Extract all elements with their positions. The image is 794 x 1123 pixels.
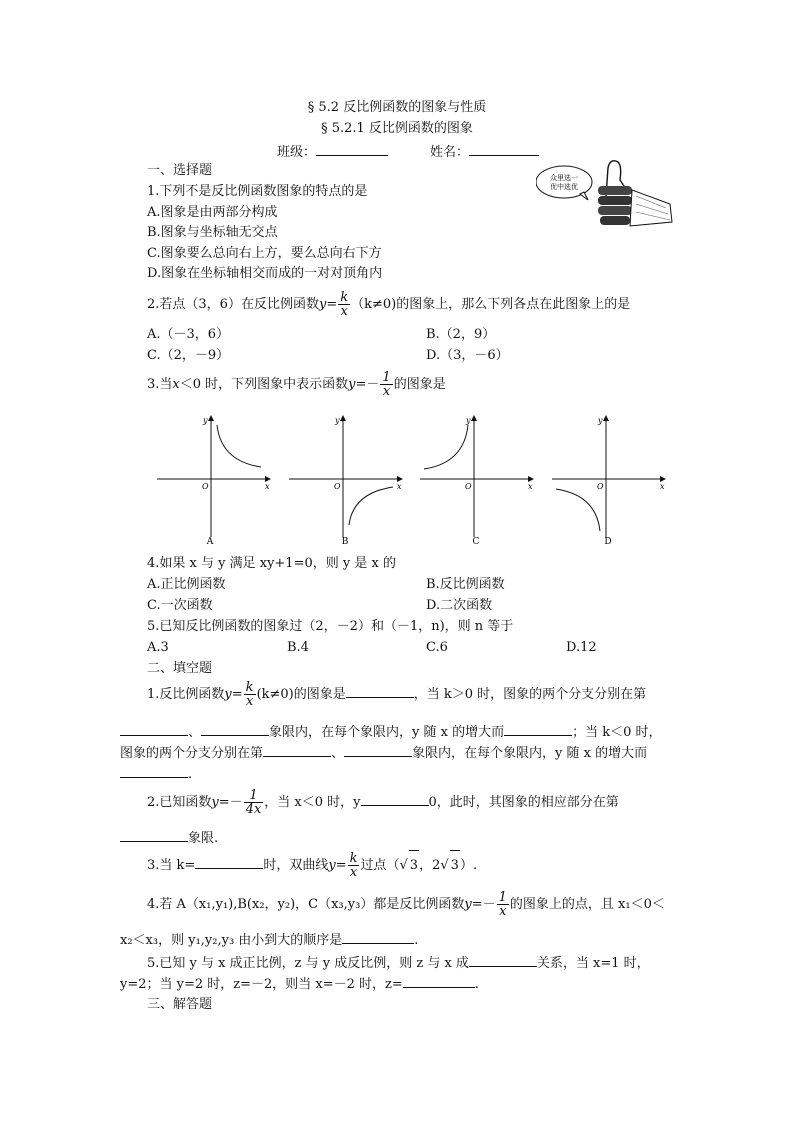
f1-c: 象限内，在每个象限内，y 随 x 的增大而	[269, 725, 505, 740]
f5-a: 5.已知 y 与 x 成正比例，z 与 y 成反比例，则 z 与 x 成	[147, 956, 469, 971]
name-field	[430, 142, 539, 161]
q2-cond: （k≠0)的图象上，那么下列各点在此图象上的是	[351, 297, 631, 312]
class-blank[interactable]	[316, 142, 388, 156]
q2-option-d[interactable]: D.（3，－6）	[426, 348, 509, 363]
f1-blank-6[interactable]	[344, 743, 412, 757]
f3-eq: =	[335, 858, 347, 873]
q5-option-c[interactable]: C.6	[426, 640, 448, 655]
f2-c: 象限.	[188, 831, 219, 846]
graph-d-y-label: y	[598, 416, 603, 425]
q4-stem: 4.如果 x 与 y 满足 xy+1=0，则 y 是 x 的	[147, 556, 396, 571]
f1-blank-7[interactable]	[120, 764, 188, 778]
f4-num: 1	[498, 890, 507, 905]
q1-option-d[interactable]: D.图象在坐标轴相交而成的一对对顶角内	[147, 266, 383, 281]
name-blank[interactable]	[469, 142, 539, 156]
f1-line3	[120, 743, 647, 762]
f3-sqrt-1: 3	[409, 850, 419, 881]
f4-blank[interactable]	[342, 930, 414, 944]
q5-option-a[interactable]: A.3	[147, 640, 169, 655]
f1-num: k	[245, 680, 254, 695]
f1-a: ，当 k＞0 时，图象的两个分支分别在第	[413, 687, 647, 702]
graph-c-y-label: y	[466, 416, 471, 425]
f1-pre: 1.反比例函数	[147, 687, 225, 702]
f2-eq: =－	[218, 795, 243, 810]
q4-option-a[interactable]: A.正比例函数	[147, 577, 226, 592]
q2-option-b[interactable]: B.（2，9）	[426, 327, 496, 342]
f1-y: y	[224, 687, 232, 702]
f3-num: k	[349, 851, 358, 866]
graph-b-x-label: x	[397, 482, 402, 491]
f3-blank[interactable]	[195, 855, 263, 869]
f1-blank-3[interactable]	[201, 722, 269, 736]
f5-blank-1[interactable]	[469, 953, 537, 967]
f2-a: ，当 x＜0 时，y	[264, 795, 361, 810]
q2-y: y	[318, 297, 327, 312]
graph-c-origin: O	[465, 482, 472, 491]
q3-eq: =－	[355, 377, 380, 392]
f4-eq: =－	[471, 897, 496, 912]
cartoon-text-2: 优中选优	[550, 183, 578, 191]
q2-option-a[interactable]: A.（－3，6）	[147, 327, 230, 342]
f1-blank-1[interactable]	[346, 684, 414, 698]
f5-b: 关系，当 x=1 时，	[536, 956, 650, 971]
f3-c: ）.	[459, 858, 478, 873]
q3-num: 1	[382, 370, 391, 385]
f3-y: y	[328, 858, 336, 873]
q3-mid: ＜0 时，下列图象中表示函数	[179, 377, 349, 392]
f1-e: 图象的两个分支分别在第	[120, 746, 264, 761]
f2-blank-2[interactable]	[120, 828, 188, 842]
graph-option-d[interactable]	[550, 413, 670, 546]
f4-y: y	[464, 897, 472, 912]
f1-blank-2[interactable]	[120, 722, 188, 736]
q5-stem: 5.已知反比例函数的图象过（2，－2）和（－1，n)，则 n 等于	[147, 619, 514, 634]
f1-h: .	[188, 767, 193, 782]
page-subtitle: § 5.2.1 反比例函数的图象	[321, 121, 473, 136]
q2-fraction	[338, 291, 350, 318]
graph-d-x-label: x	[660, 482, 665, 491]
q2-stem	[147, 290, 630, 320]
class-field	[277, 142, 388, 161]
graph-option-c[interactable]	[418, 413, 538, 546]
f2-den: 4x	[245, 802, 262, 817]
name-label: 姓名：	[430, 145, 470, 160]
f2-num: 1	[244, 789, 264, 803]
f3-b: 过点（	[360, 858, 400, 873]
q2-den: x	[340, 304, 348, 319]
f5-line2	[120, 974, 479, 993]
q3-post: 的图象是	[393, 377, 446, 392]
f1-line4	[120, 764, 192, 783]
section-heading-choice: 一、选择题	[147, 163, 213, 178]
graph-b-origin: O	[334, 482, 341, 491]
q2-eq: =	[326, 297, 338, 312]
f1-b: 、	[188, 725, 202, 740]
q4-option-d[interactable]: D.二次函数	[426, 598, 493, 613]
page-title: § 5.2 反比例函数的图象与性质	[307, 100, 487, 115]
f3-den: x	[349, 865, 358, 880]
thumbs-up-cartoon	[536, 156, 676, 232]
f4-c: .	[414, 933, 419, 948]
q3-den: x	[382, 384, 391, 399]
f4-line2	[120, 930, 418, 949]
q4-option-b[interactable]: B.反比例函数	[426, 577, 505, 592]
graph-a-label: A	[206, 537, 214, 546]
q3-y: y	[348, 377, 356, 392]
f3-sqrt-2: 3	[450, 850, 460, 881]
f4-a: 的图象上的点，且 x₁＜0＜	[509, 897, 665, 912]
cartoon-text-1: 众里选一	[550, 174, 578, 182]
f5-blank-2[interactable]	[403, 974, 475, 988]
q3-pre: 3.当	[147, 377, 173, 392]
graph-b-y-label: y	[335, 416, 340, 425]
section-heading-fill: 二、填空题	[147, 661, 213, 676]
f4-pre: 4.若 A（x₁,y₁),B(x₂，y₂)，C（x₃,y₃）都是反比例函数	[147, 897, 465, 912]
f4-b: x₂＜x₃，则 y₁,y₂,y₃ 由小到大的顺序是	[120, 933, 343, 948]
f1-line1	[147, 680, 646, 710]
f2-blank-1[interactable]	[361, 792, 429, 806]
f1-d: ；当 k＜0 时，	[572, 725, 662, 740]
f5-line1	[147, 953, 650, 972]
graph-option-b[interactable]	[287, 413, 407, 546]
q5-option-b[interactable]: B.4	[287, 640, 309, 655]
q5-option-d[interactable]: D.12	[566, 640, 597, 655]
graph-c-x-label: x	[528, 482, 533, 491]
q2-pre: 2.若点（3，6）在反比例函数	[147, 297, 319, 312]
f2-line2	[120, 828, 218, 847]
f1-den: x	[245, 694, 254, 709]
graph-a-x-label: x	[265, 482, 270, 491]
f1-eq: =	[231, 687, 243, 702]
f4-line1	[147, 890, 665, 920]
q1-option-a[interactable]: A.图象是由两部分构成	[147, 205, 278, 220]
f1-g: 象限内，在每个象限内，y 随 x 的增大而	[412, 746, 648, 761]
f1-blank-4[interactable]	[504, 722, 572, 736]
graph-option-a[interactable]	[155, 413, 275, 546]
graph-a-origin: O	[202, 482, 209, 491]
f1-cond: (k≠0)的图象是	[256, 687, 346, 702]
q2-option-c[interactable]: C.（2，－9）	[147, 348, 230, 363]
section-heading-solve: 三、解答题	[147, 997, 213, 1012]
f1-line2	[120, 722, 662, 741]
f1-blank-5[interactable]	[263, 743, 331, 757]
graph-b-label: B	[341, 537, 349, 546]
q3-x: x	[172, 377, 180, 392]
f5-c: y=2；当 y=2 时，z=－2，则当 x=－2 时，z=	[120, 977, 403, 992]
f2-b: 0，此时，其图象的相应部分在第	[428, 795, 619, 810]
f3-comma: ，2	[419, 858, 441, 873]
q1-option-c[interactable]: C.图象要么总向右上方，要么总向右下方	[147, 246, 382, 261]
f2-fraction	[244, 789, 264, 816]
f3-fraction	[348, 852, 360, 879]
graph-d-label: D	[604, 537, 612, 546]
f4-den: x	[499, 904, 507, 919]
f3-pre: 3.当 k=	[147, 858, 196, 873]
f2-y: y	[211, 795, 219, 810]
class-label: 班级：	[277, 145, 317, 160]
q3-fraction	[380, 371, 392, 398]
f2-pre: 2.已知函数	[147, 795, 212, 810]
f5-d: .	[474, 977, 479, 992]
graph-a-y-label: y	[203, 416, 208, 425]
f3-a: 时，双曲线	[263, 858, 329, 873]
f4-fraction	[497, 891, 509, 918]
q3-stem	[147, 370, 446, 400]
q1-stem: 1.下列不是反比例函数图象的特点的是	[147, 184, 368, 199]
q2-num: k	[340, 290, 349, 305]
graph-c-label: C	[472, 537, 480, 546]
q4-option-c[interactable]: C.一次函数	[147, 598, 213, 613]
q1-option-b[interactable]: B.图象与坐标轴无交点	[147, 225, 278, 240]
f1-f: 、	[331, 746, 345, 761]
f3-line: 3.当 k= 时，双曲线y= $\frac{k}{x}$ 过点（√ 3，2√ 3）.	[147, 851, 478, 880]
f2-line1	[147, 788, 619, 818]
f1-fraction	[244, 681, 256, 708]
graph-d-origin: O	[597, 482, 604, 491]
